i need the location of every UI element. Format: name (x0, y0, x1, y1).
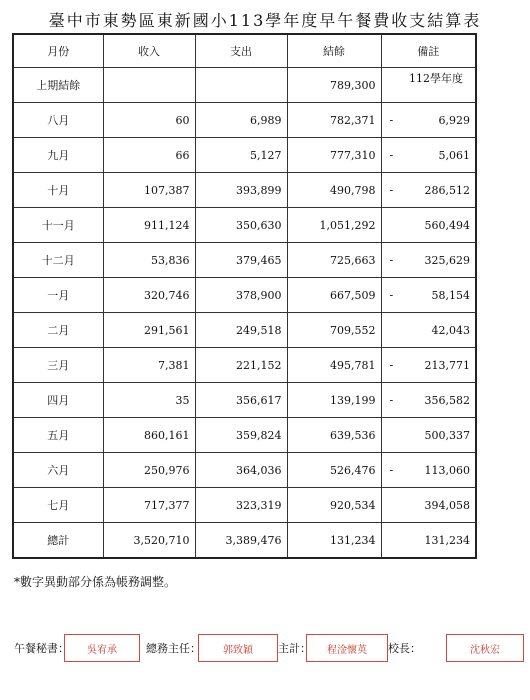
income-cell: 250,976 (103, 453, 195, 488)
income-cell: 860,161 (103, 418, 195, 453)
accountant-stamp (306, 634, 388, 662)
expense-cell: 5,127 (195, 138, 287, 173)
table-row (13, 278, 476, 313)
note-sign: - (389, 288, 394, 302)
document-title: 臺中市東勢區東新國小113學年度早午餐費收支結算表 (48, 11, 482, 30)
table-row (13, 138, 476, 173)
total-row (13, 523, 476, 559)
director-stamp-text: 郭致穎 (223, 644, 253, 656)
table-row (13, 348, 476, 383)
principal-stamp-text: 沈秋宏 (470, 644, 500, 656)
table-row (13, 173, 476, 208)
note-cell (381, 208, 476, 243)
ledger-table (12, 33, 477, 559)
note-value: 500,337 (424, 428, 470, 442)
expense-cell: 249,518 (195, 313, 287, 348)
note-value: 213,771 (424, 358, 470, 372)
note-cell (381, 138, 476, 173)
principal-stamp (446, 634, 524, 662)
balance-cell: 526,476 (287, 453, 381, 488)
note-value: 325,629 (424, 253, 470, 267)
header-note: 備註 (381, 34, 476, 68)
expense-cell: 359,824 (195, 418, 287, 453)
month-cell: 十二月 (13, 243, 103, 278)
month-cell: 六月 (13, 453, 103, 488)
secretary-stamp-text: 吳宥承 (87, 644, 117, 656)
balance-cell: 709,552 (287, 313, 381, 348)
opening-income (103, 68, 195, 103)
opening-balance: 789,300 (287, 68, 381, 103)
note-cell (381, 488, 476, 523)
accountant-label: 主計： (278, 642, 311, 655)
note-value: 356,582 (424, 393, 470, 407)
director-stamp (198, 634, 278, 662)
secretary-label: 午餐秘書： (14, 642, 69, 655)
income-cell: 66 (103, 138, 195, 173)
balance-cell: 667,509 (287, 278, 381, 313)
income-cell: 911,124 (103, 208, 195, 243)
balance-cell: 777,310 (287, 138, 381, 173)
table-row (13, 418, 476, 453)
income-cell: 60 (103, 103, 195, 138)
total-balance: 131,234 (287, 523, 381, 559)
table-row (13, 243, 476, 278)
table-row (13, 103, 476, 138)
note-sign: - (389, 183, 394, 197)
balance-cell: 639,536 (287, 418, 381, 453)
note-cell (381, 173, 476, 208)
header-income: 收入 (103, 34, 195, 68)
total-income: 3,520,710 (103, 523, 195, 559)
note-sign: - (389, 113, 394, 127)
note-value: 286,512 (424, 183, 470, 197)
header-row (13, 34, 476, 68)
note-cell (381, 278, 476, 313)
balance-cell: 490,798 (287, 173, 381, 208)
footnote: *數字異動部分係為帳務調整。 (14, 575, 177, 589)
header-month: 月份 (13, 34, 103, 68)
table-row (13, 383, 476, 418)
note-cell (381, 348, 476, 383)
expense-cell: 323,319 (195, 488, 287, 523)
balance-cell: 495,781 (287, 348, 381, 383)
expense-cell: 6,989 (195, 103, 287, 138)
note-value: 58,154 (431, 288, 470, 302)
month-cell: 五月 (13, 418, 103, 453)
balance-cell: 1,051,292 (287, 208, 381, 243)
note-value: 42,043 (431, 323, 470, 337)
month-cell: 二月 (13, 313, 103, 348)
note-sign: - (389, 358, 394, 372)
month-cell: 一月 (13, 278, 103, 313)
director-label: 總務主任： (146, 642, 201, 655)
note-sign: - (389, 463, 394, 477)
note-value: 560,494 (424, 218, 470, 232)
opening-note (381, 68, 476, 103)
balance-cell: 725,663 (287, 243, 381, 278)
header-balance: 結餘 (287, 34, 381, 68)
expense-cell: 356,617 (195, 383, 287, 418)
note-cell (381, 383, 476, 418)
month-cell: 十月 (13, 173, 103, 208)
note-value: 5,061 (438, 148, 470, 162)
note-sign: - (389, 253, 394, 267)
table-row (13, 208, 476, 243)
expense-cell: 393,899 (195, 173, 287, 208)
accountant-stamp-text: 程淦懷英 (327, 644, 367, 656)
opening-label: 上期結餘 (13, 68, 103, 103)
opening-expense (195, 68, 287, 103)
month-cell: 九月 (13, 138, 103, 173)
expense-cell: 350,630 (195, 208, 287, 243)
income-cell: 35 (103, 383, 195, 418)
expense-cell: 364,036 (195, 453, 287, 488)
expense-cell: 378,900 (195, 278, 287, 313)
note-sign: - (389, 393, 394, 407)
expense-cell: 379,465 (195, 243, 287, 278)
secretary-stamp (64, 634, 140, 662)
income-cell: 107,387 (103, 173, 195, 208)
principal-label: 校長： (388, 642, 421, 655)
month-cell: 四月 (13, 383, 103, 418)
opening-balance-row (13, 68, 476, 103)
month-cell: 八月 (13, 103, 103, 138)
note-cell (381, 103, 476, 138)
header-expense: 支出 (195, 34, 287, 68)
note-value: 6,929 (438, 113, 470, 127)
income-cell: 320,746 (103, 278, 195, 313)
month-cell: 三月 (13, 348, 103, 383)
note-value: 113,060 (424, 463, 470, 477)
expense-cell: 221,152 (195, 348, 287, 383)
balance-cell: 139,199 (287, 383, 381, 418)
income-cell: 53,836 (103, 243, 195, 278)
note-value: 394,058 (424, 498, 470, 512)
note-cell (381, 243, 476, 278)
month-cell: 十一月 (13, 208, 103, 243)
income-cell: 7,381 (103, 348, 195, 383)
income-cell: 717,377 (103, 488, 195, 523)
total-note: 131,234 (381, 523, 476, 559)
total-expense: 3,389,476 (195, 523, 287, 559)
balance-cell: 782,371 (287, 103, 381, 138)
table-row (13, 488, 476, 523)
income-cell: 291,561 (103, 313, 195, 348)
note-cell (381, 453, 476, 488)
total-label: 總計 (13, 523, 103, 559)
note-sign: - (389, 148, 394, 162)
opening-note-text: 112學年度 (409, 72, 463, 85)
balance-cell: 920,534 (287, 488, 381, 523)
note-cell (381, 313, 476, 348)
note-cell (381, 418, 476, 453)
table-row (13, 313, 476, 348)
table-row (13, 453, 476, 488)
month-cell: 七月 (13, 488, 103, 523)
